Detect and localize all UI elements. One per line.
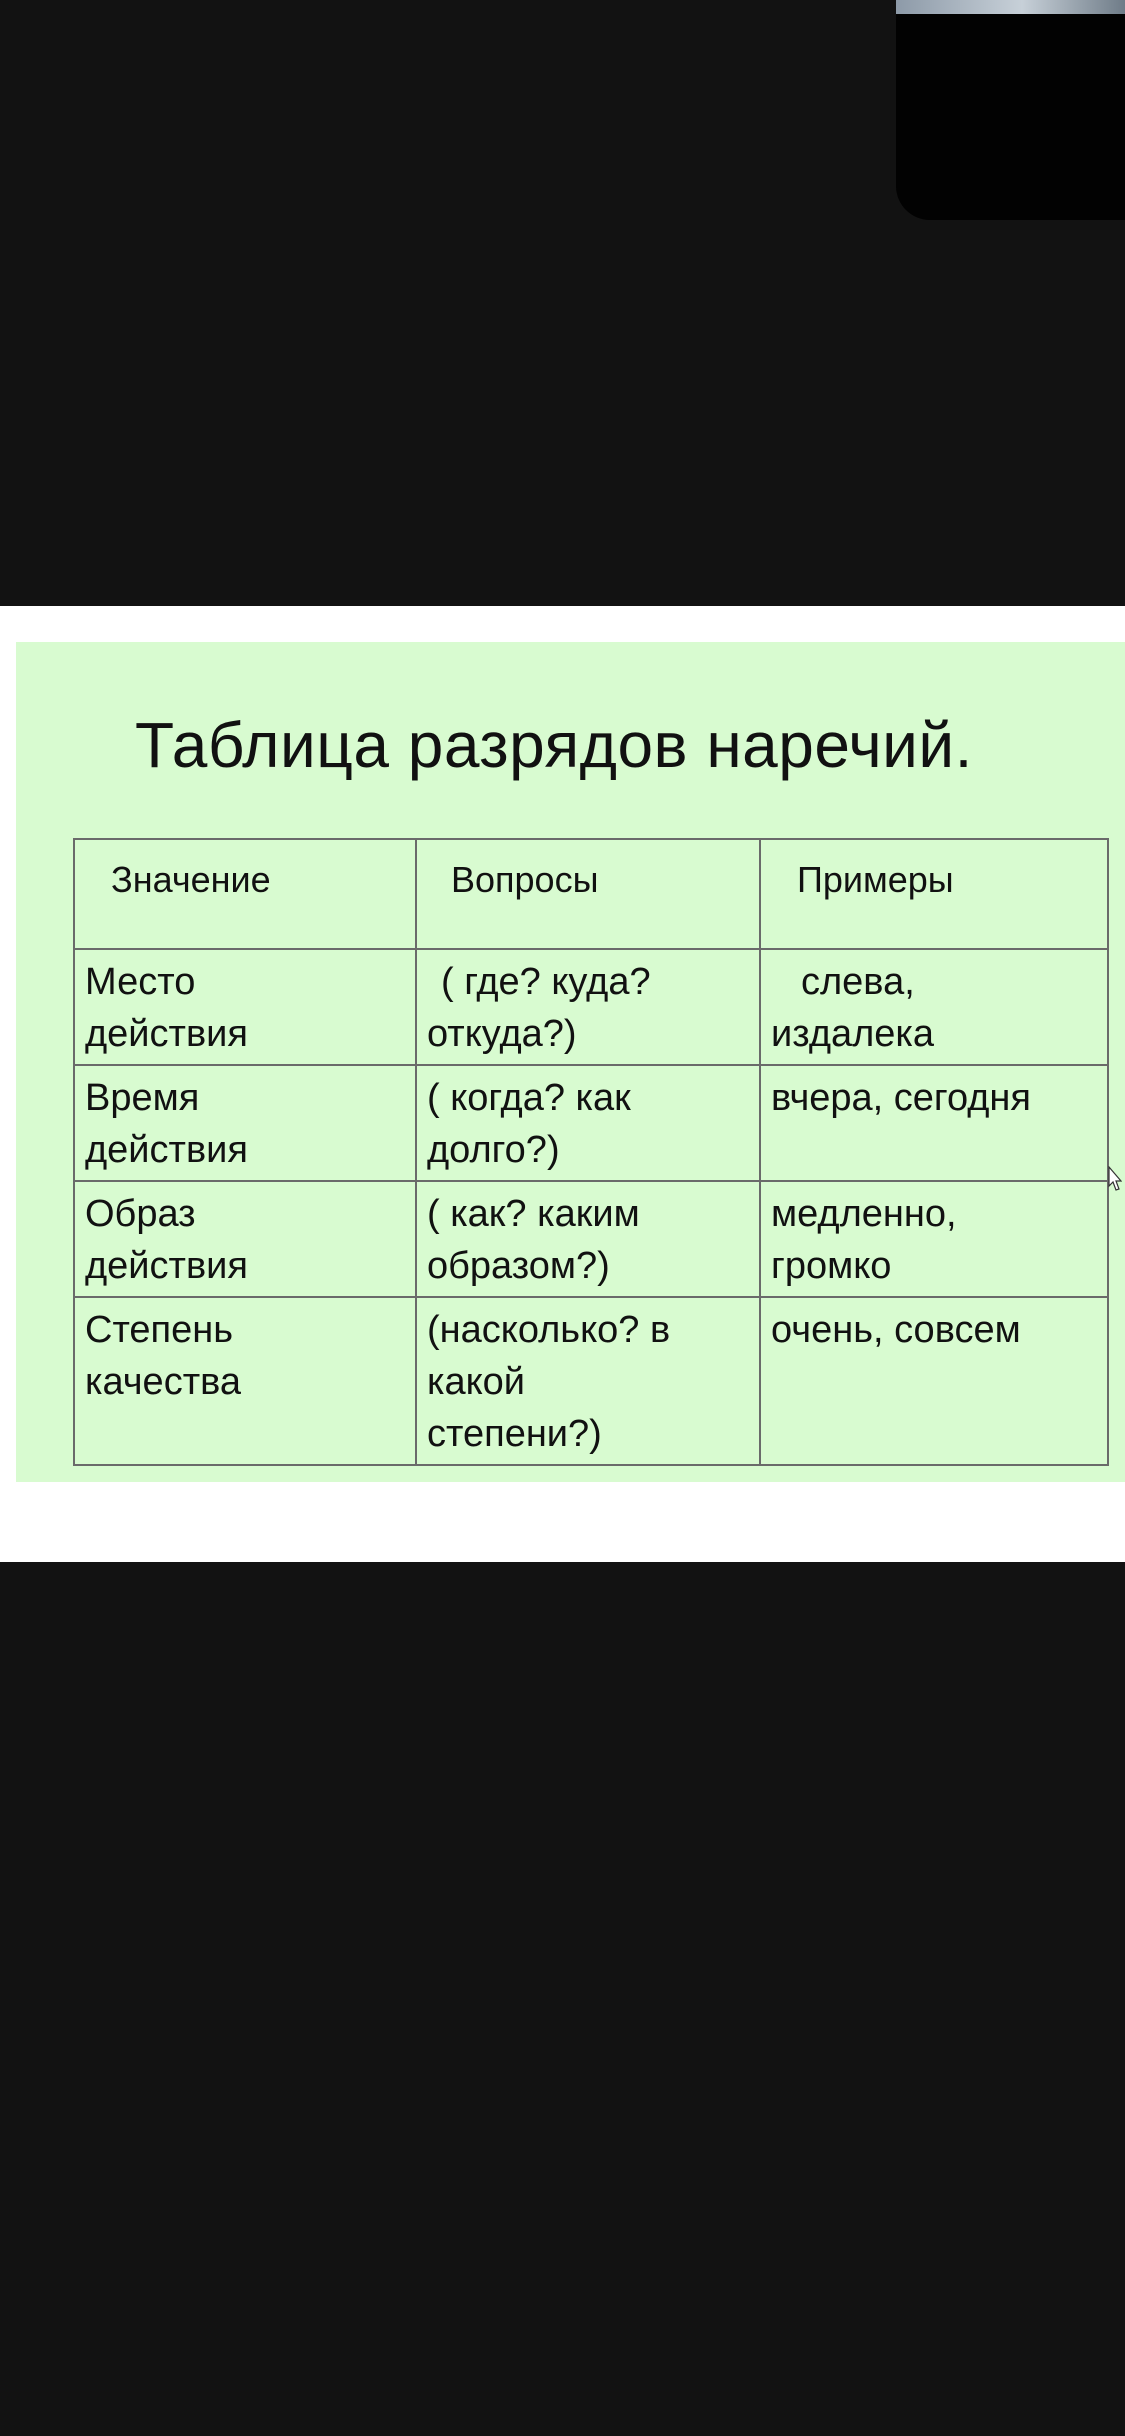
- question-text: ( когда? как: [427, 1077, 631, 1119]
- table-header-row: [74, 839, 1108, 949]
- questions-cell: [416, 949, 760, 1065]
- picture-in-picture-video[interactable]: [896, 0, 1125, 220]
- meaning-cell: [74, 949, 416, 1065]
- examples-cell: [760, 949, 1108, 1065]
- question-text: (насколько? в: [427, 1309, 671, 1351]
- presentation-slide: [16, 642, 1125, 1482]
- meaning-text: Образ: [85, 1193, 196, 1235]
- header-examples: Примеры: [760, 839, 1108, 949]
- question-text: образом?): [427, 1245, 610, 1287]
- table-row: [74, 1297, 1108, 1465]
- video-preview: [896, 0, 1125, 14]
- mouse-pointer-icon: [1108, 1166, 1122, 1192]
- table-row: [74, 1065, 1108, 1181]
- question-text: долго?): [427, 1129, 560, 1171]
- meaning-text: действия: [85, 1245, 248, 1287]
- meaning-text: качества: [85, 1361, 241, 1403]
- adverb-categories-table: [73, 838, 1109, 1466]
- questions-cell: [416, 1181, 760, 1297]
- header-questions: Вопросы: [416, 839, 760, 949]
- meaning-text: действия: [85, 1013, 248, 1055]
- example-text: издалека: [771, 1013, 935, 1055]
- examples-cell: [760, 1297, 1108, 1465]
- example-text: вчера, сегодня: [771, 1077, 1031, 1119]
- examples-cell: [760, 1065, 1108, 1181]
- questions-cell: [416, 1065, 760, 1181]
- example-text: слева,: [801, 961, 915, 1003]
- meaning-text: действия: [85, 1129, 248, 1171]
- table-row: [74, 949, 1108, 1065]
- question-text: ( где? куда?: [441, 961, 651, 1003]
- question-text: какой: [427, 1361, 526, 1403]
- questions-cell: [416, 1297, 760, 1465]
- question-text: откуда?): [427, 1013, 577, 1055]
- header-meaning: Значение: [74, 839, 416, 949]
- question-text: степени?): [427, 1413, 602, 1455]
- examples-cell: [760, 1181, 1108, 1297]
- meaning-cell: [74, 1181, 416, 1297]
- meaning-text: Время: [85, 1077, 200, 1119]
- table-row: [74, 1181, 1108, 1297]
- meaning-cell: [74, 1065, 416, 1181]
- example-text: очень, совсем: [771, 1309, 1021, 1351]
- meaning-text: Степень: [85, 1309, 234, 1351]
- example-text: громко: [771, 1245, 892, 1287]
- meaning-cell: [74, 1297, 416, 1465]
- question-text: ( как? каким: [427, 1193, 640, 1235]
- slide-title: Таблица разрядов наречий.: [135, 709, 973, 781]
- image-viewer[interactable]: [0, 606, 1125, 1562]
- example-text: медленно,: [771, 1193, 957, 1235]
- meaning-text: Место: [85, 961, 196, 1003]
